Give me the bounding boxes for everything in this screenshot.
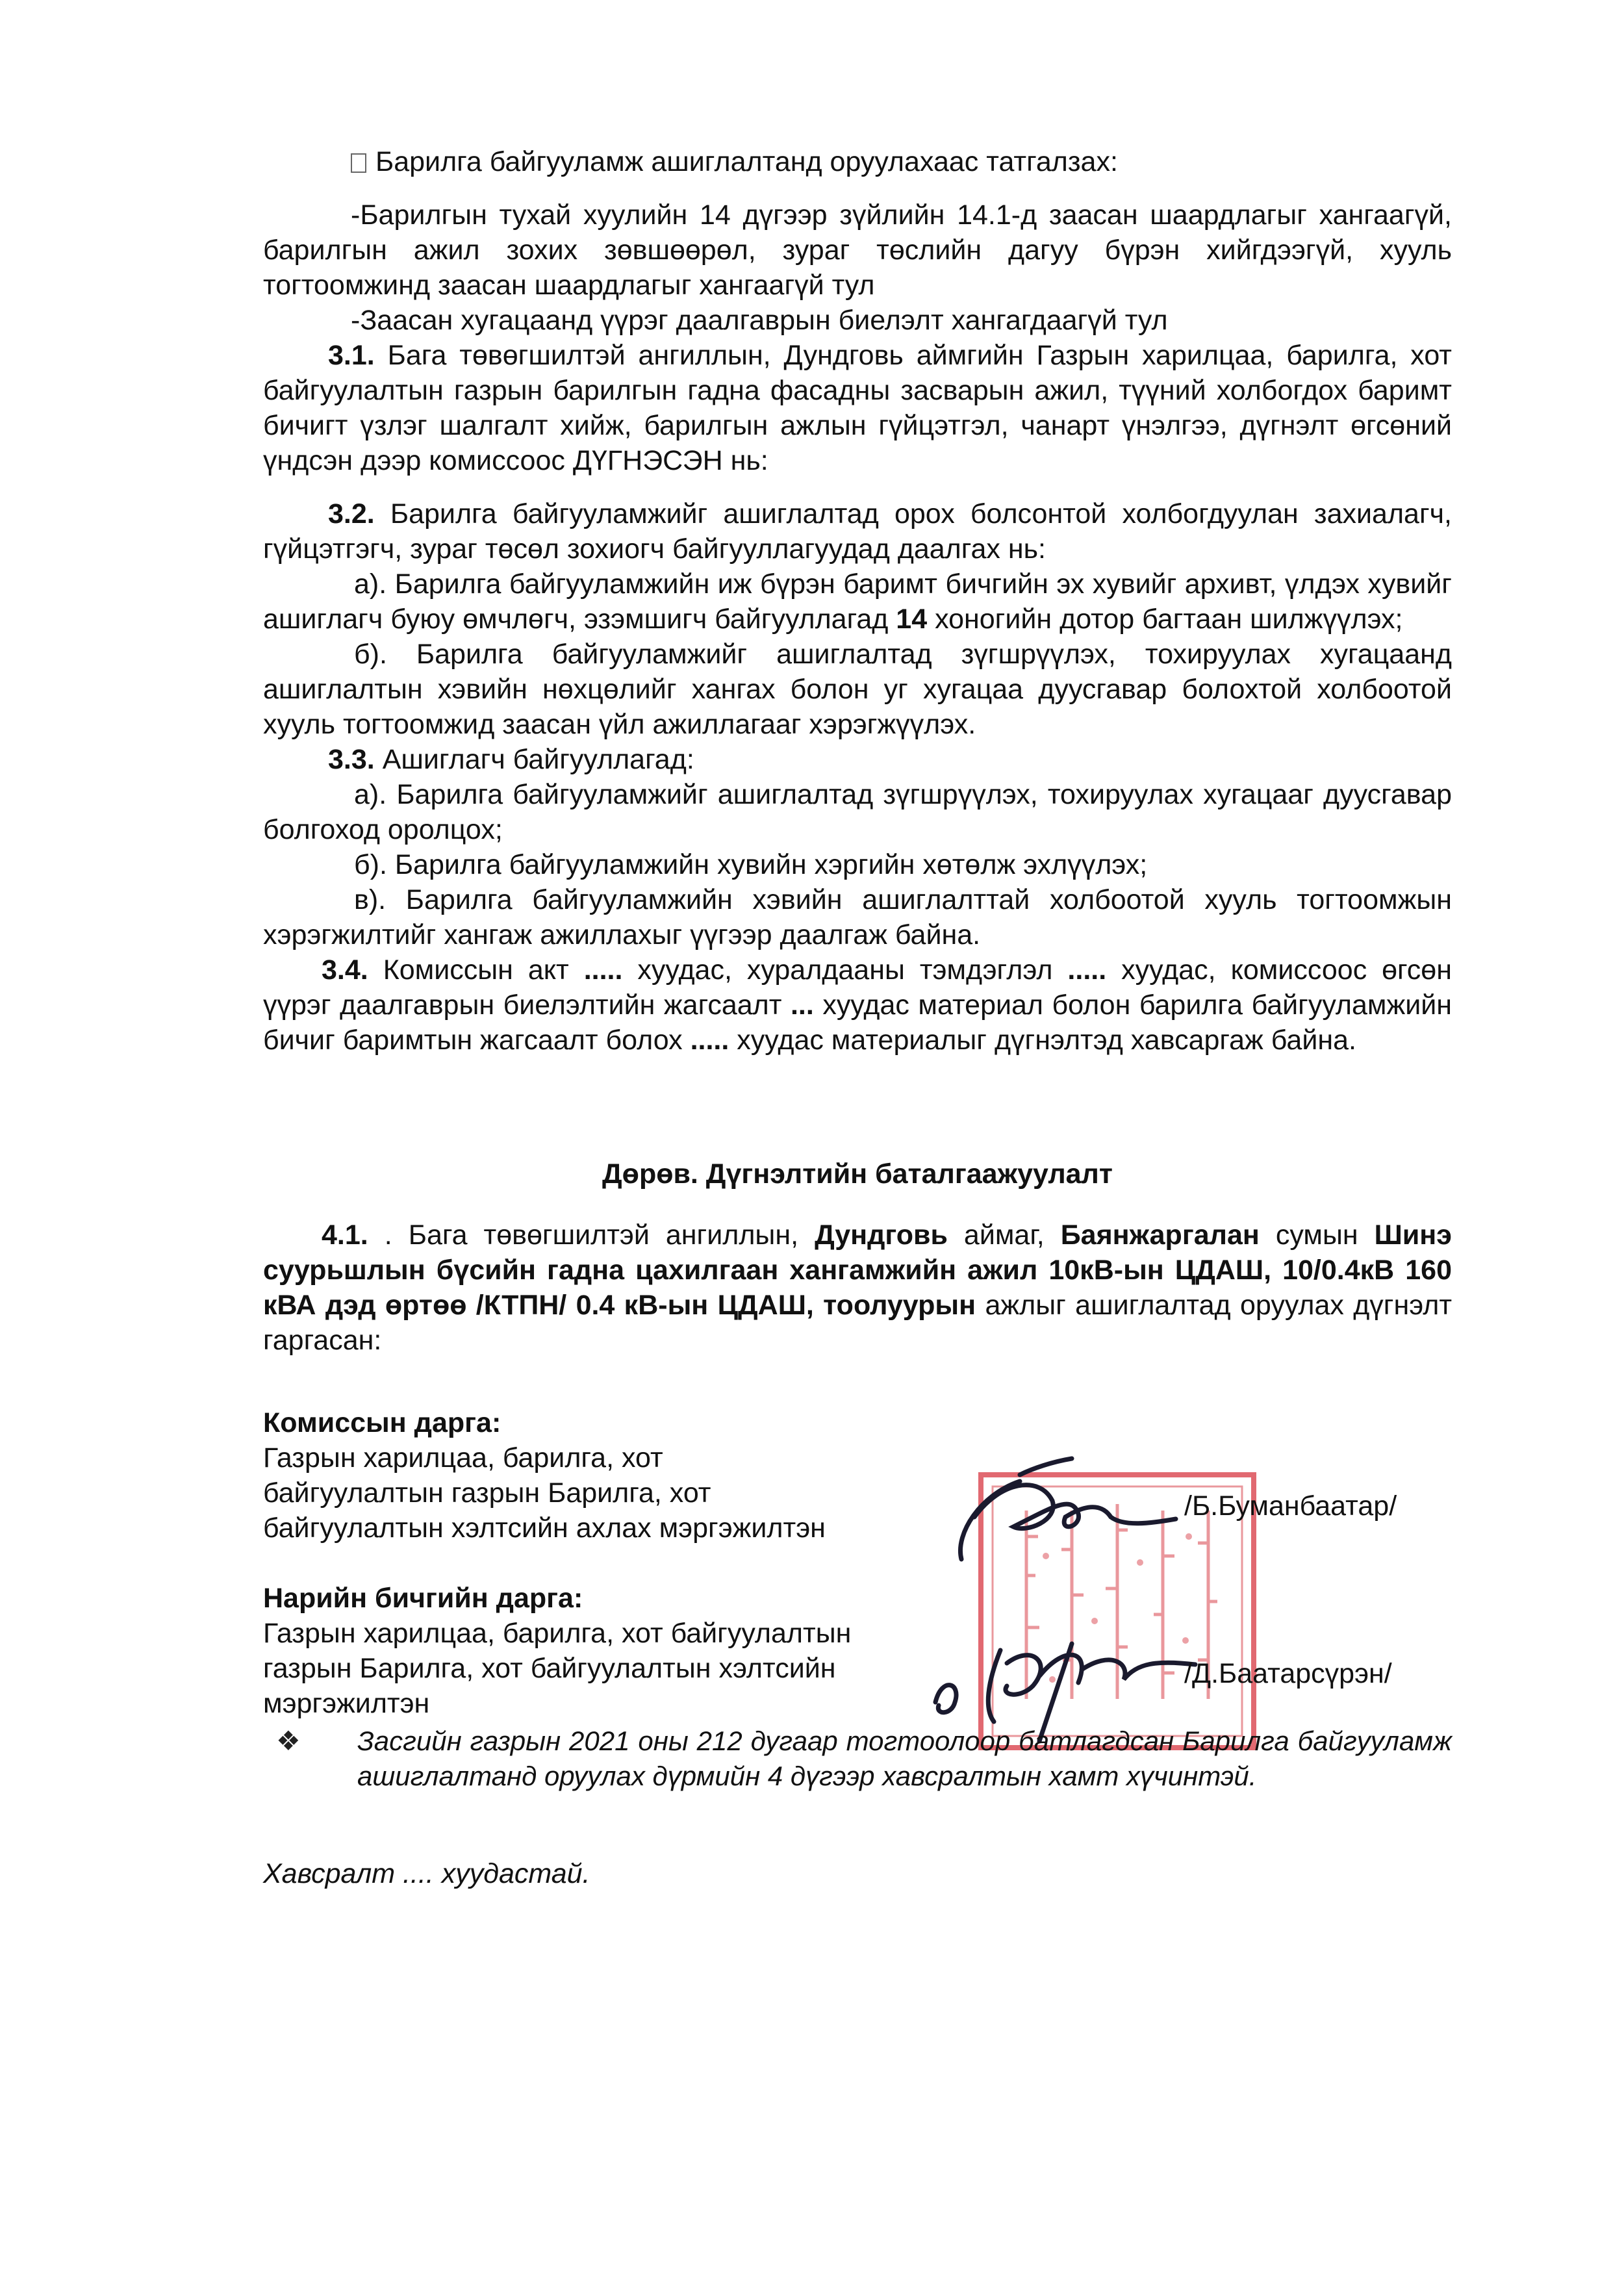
clause-3-3-c: в). Барилга байгууламжийн хэвийн ашиглалттай холбоотой хууль тогтоомжын хэрэгжилтийг хангаж ажиллахыг үүгээр даалгаж байна. bbox=[263, 884, 1452, 950]
section-4 bbox=[263, 1156, 1452, 1358]
chair-position-line: байгуулалтын хэлтсийн ахлах мэргэжилтэн bbox=[263, 1512, 826, 1544]
chair-position-line: Газрын харилцаа, барилга, хот bbox=[263, 1442, 663, 1473]
chair-name: /Б.Буманбаатар/ bbox=[1184, 1490, 1397, 1522]
clause-3-1: 3.1. Бага төвөгшилтэй ангиллын, Дундговь аймгийн Газрын харилцаа, барилга, хот байгуулалтын газрын барилгын гадна фасадны засварын ажил, түүний холбогдох баримт бичигт үзлэг шалгалт хийж, барилгын ажлын гүйцэтгэл, чанарт үнэлгээ, дүгнэлт өгсөний үндсэн дээр комиссоос ДҮГНЭСЭН нь: bbox=[263, 340, 1452, 476]
attachment-note: Хавсралт .... хуудастай. bbox=[263, 1858, 590, 1889]
section-4-title: Дөрөв. Дүгнэлтийн баталгаажуулалт bbox=[602, 1158, 1113, 1190]
validity-note: ❖ Засгийн газрын 2021 оны 212 дугаар тогтоолоор батлагдсан Барилга байгууламж ашиглалтанд оруулах дүрмийн 4 дүгээр хавсралтын хамт хүчинтэй. bbox=[286, 1724, 1452, 1794]
reject-reason-2: -Заасан хугацаанд үүрэг даалгаврын биелэлт хангагдаагүй тул bbox=[351, 305, 1168, 336]
clause-3-3: 3.3. Ашиглагч байгууллагад: bbox=[328, 744, 694, 775]
checkbox-icon bbox=[351, 153, 366, 173]
secretary-title: Нарийн бичгийн дарга: bbox=[263, 1583, 583, 1614]
clause-3-3-a: а). Барилга байгууламжийг ашиглалтад зүгшрүүлэх, тохируулах хугацааг дуусгавар болгоход оролцох; bbox=[263, 779, 1452, 845]
chair-title: Комиссын дарга: bbox=[263, 1407, 501, 1438]
chair-signature bbox=[942, 1455, 1182, 1579]
diamond-bullet-icon: ❖ bbox=[276, 1726, 301, 1756]
secretary-position-line: мэргэжилтэн bbox=[263, 1688, 430, 1719]
clause-3-2: 3.2. Барилга байгууламжийг ашиглалтад орох болсонтой холбогдуулан захиалагч, гүйцэтгэгч, зураг төсөл зохиогч байгууллагуудад даалгах нь: bbox=[263, 498, 1452, 565]
clause-3-4: 3.4. Комиссын акт ..... хуудас, хуралдааны тэмдэглэл ..... хуудас, комиссоос өгсөн үүрэг даалгаврын биелэлтийн жагсаалт ... хуудас материал болон барилга байгууламжийн бичиг баримтын жагсаалт болох ..... хуудас материалыг дүгнэлтэд хавсаргаж байна. bbox=[263, 954, 1452, 1056]
clause-4-1: 4.1. . Бага төвөгшилтэй ангиллын, Дундговь аймаг, Баянжаргалан сумын Шинэ суурьшлын бүсийн гадна цахилгаан хангамжийн ажил 10кВ-ын ЦДАШ, 10/0.4кВ 160 кВА дэд өртөө /КТПН/ 0.4 кВ-ын ЦДАШ, тоолуурын ажлыг ашиглалтад оруулах дүгнэлт гаргасан: bbox=[263, 1219, 1452, 1356]
secretary-position-line: Газрын харилцаа, барилга, хот байгуулалтын bbox=[263, 1618, 852, 1649]
chair-block bbox=[263, 1405, 826, 1546]
clause-3-3-b: б). Барилга байгууламжийн хувийн хэргийн хөтөлж эхлүүлэх; bbox=[354, 849, 1148, 880]
section-3-body bbox=[263, 144, 1452, 1058]
chair-position-line: байгуулалтын газрын Барилга, хот bbox=[263, 1477, 711, 1509]
secretary-position-line: газрын Барилга, хот байгуулалтын хэлтсийн bbox=[263, 1653, 836, 1684]
clause-3-2-a: а). Барилга байгууламжийн иж бүрэн баримт бичгийн эх хувийг архивт, үлдэх хувийг ашиглагч буюу өмчлөгч, эзэмшигч байгууллагад 14 хоногийн дотор багтаан шилжүүлэх; bbox=[263, 568, 1452, 635]
signature-stroke bbox=[960, 1459, 1176, 1559]
reject-heading: Барилга байгууламж ашиглалтанд оруулахаас татгалзах: bbox=[351, 144, 1452, 179]
secretary-name: /Д.Баатарсүрэн/ bbox=[1184, 1658, 1392, 1689]
clause-3-2-b: б). Барилга байгууламжийг ашиглалтад зүгшрүүлэх, тохируулах хугацаанд ашиглалтын хэвийн нөхцөлийг хангах болон уг хугацаа дуусгавар болохтой холбоотой хууль тогтоомжид заасан үйл ажиллагааг хэрэгжүүлэх. bbox=[263, 639, 1452, 740]
secretary-block bbox=[263, 1581, 851, 1721]
reject-reason-1: -Барилгын тухай хуулийн 14 дүгээр зүйлийн 14.1-д заасан шаардлагыг хангаагүй, барилгын ажил зохих зөвшөөрөл, зураг төслийн дагуу бүрэн хийгдээгүй, хууль тогтоомжинд заасан шаардлагыг хангаагүй тул bbox=[263, 199, 1452, 301]
